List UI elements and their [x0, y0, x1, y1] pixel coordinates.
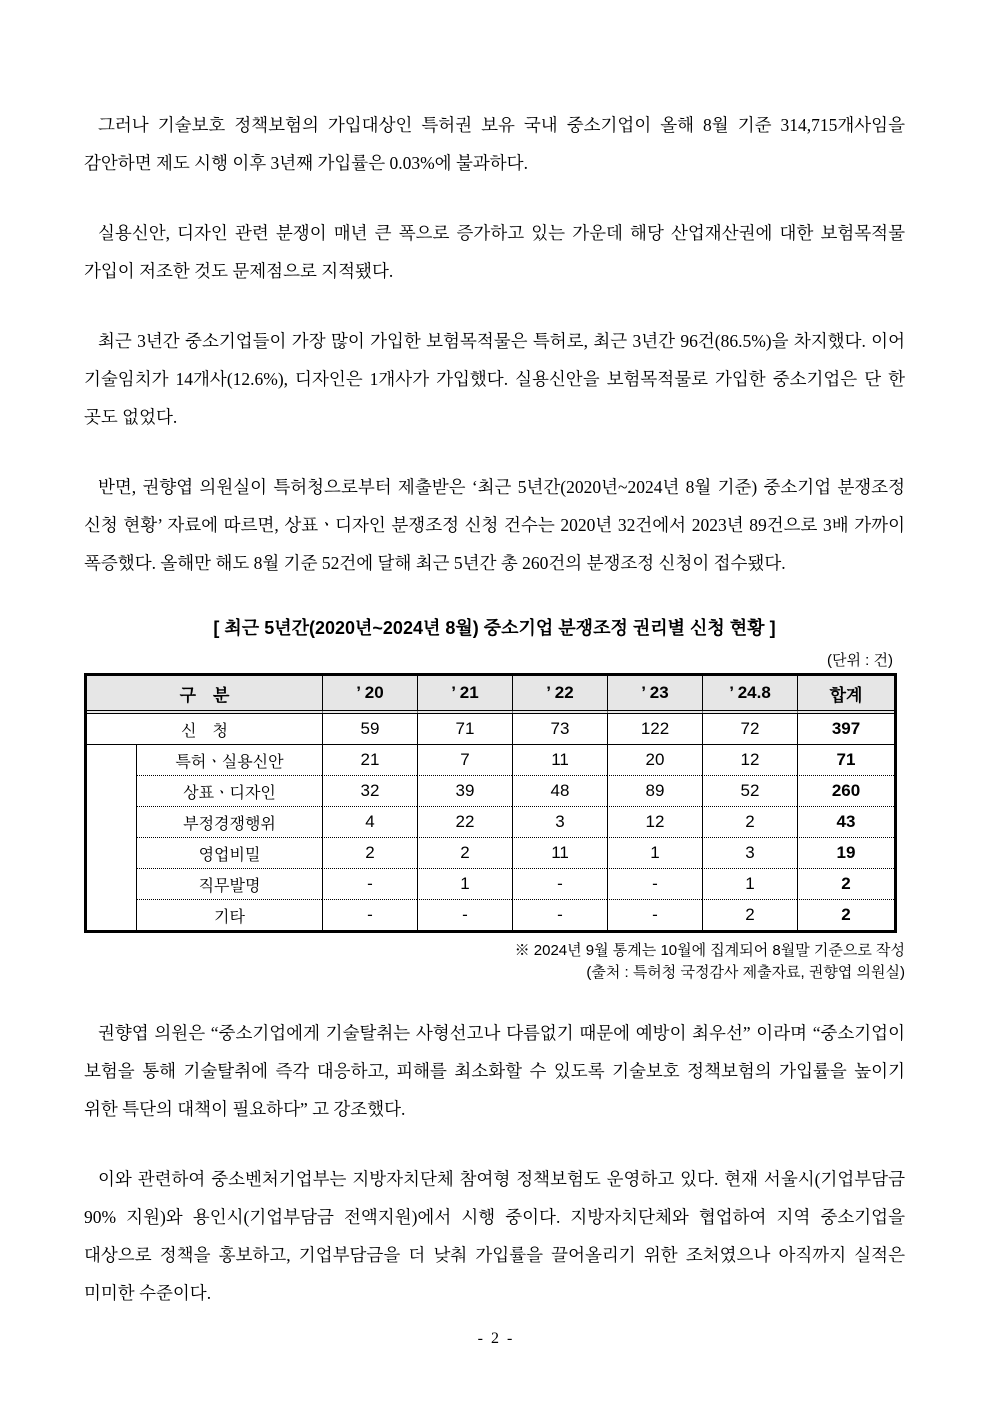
table-cell: 71: [417, 714, 512, 744]
table-cell: 11: [512, 837, 607, 868]
page-number: - 2 -: [477, 1330, 515, 1347]
table-row-employee-invention: [87, 868, 894, 899]
table-cell: 39: [417, 775, 512, 806]
table-source: (출처 : 특허청 국정감사 제출자료, 권향엽 의원실): [586, 964, 905, 981]
table-cell: 12: [702, 744, 797, 775]
table-row-apply: [87, 714, 894, 744]
table-row-label: 신 청: [181, 722, 228, 740]
body-paragraph-1: 그러나 기술보호 정책보험의 가입대상인 특허권 보유 국내 중소기업이 올해 8월 기준 314,715개사임을 감안하면 제도 시행 이후 3년째 가입률은 0.03%에 불과하다.: [84, 115, 905, 173]
table-cell: 32: [322, 775, 417, 806]
body-paragraph-2: 실용신안, 디자인 관련 분쟁이 매년 큰 폭으로 증가하고 있는 가운데 해당 산업재산권에 대한 보험목적물 가입이 저조한 것도 문제점으로 지적됐다.: [84, 223, 905, 281]
table-cell-total: 43: [797, 806, 894, 837]
table-cell: -: [322, 868, 417, 899]
table-cell: 3: [702, 837, 797, 868]
table-cell-total: 397: [797, 714, 894, 744]
table-cell-total: 2: [797, 868, 894, 899]
table-row-label: 영업비밀: [136, 837, 322, 868]
table-footnote: ※ 2024년 9월 통계는 10월에 집계되어 8월말 기준으로 작성: [514, 942, 905, 959]
table-cell: 73: [512, 714, 607, 744]
table-cell: 21: [322, 744, 417, 775]
table-cell: 1: [607, 837, 702, 868]
table-cell: -: [512, 899, 607, 930]
table-cell: 72: [702, 714, 797, 744]
body-paragraph-5: 권향엽 의원은 “중소기업에게 기술탈취는 사형선고나 다름없기 때문에 예방이 최우선” 이라며 “중소기업이 보험을 통해 기술탈취에 즉각 대응하고, 피해를 최소화할 수 있도록 기술보호 정책보험의 가입률을 높이기 위한 특단의 대책이 필요하다” 고 강조했다.: [84, 1023, 905, 1119]
table-row-label: 직무발명: [136, 868, 322, 899]
table-cell: 2: [702, 806, 797, 837]
table-row-label: 특허ㆍ실용신안: [136, 744, 322, 775]
table-cell-total: 19: [797, 837, 894, 868]
table-cell: 1: [417, 868, 512, 899]
body-paragraph-6: 이와 관련하여 중소벤처기업부는 지방자치단체 참여형 정책보험도 운영하고 있다. 현재 서울시(기업부담금 90% 지원)와 용인시(기업부담금 전액지원)에서 시행 중이다. 지방자치단체와 협업하여 지역 중소기업을 대상으로 정책을 홍보하고, 기업부담금을 더 낮춰 가입률을 끌어올리기 위한 조처였으나 아직까지 실적은 미미한 수준이다.: [84, 1169, 905, 1303]
table-cell: 2: [417, 837, 512, 868]
table-cell: 52: [702, 775, 797, 806]
table-cell: -: [512, 868, 607, 899]
table-header-y23: ’ 23: [607, 676, 702, 714]
table-cell: 122: [607, 714, 702, 744]
table-indent-cell: [87, 744, 136, 930]
table-header-y21: ’ 21: [417, 676, 512, 714]
table-cell: 20: [607, 744, 702, 775]
table-header-total: 합계: [797, 676, 894, 714]
table-row-etc: [87, 899, 894, 930]
table-header-category: 구 분: [87, 676, 322, 714]
table-row-label: 기타: [136, 899, 322, 930]
table-cell-total: 2: [797, 899, 894, 930]
table-cell: 1: [702, 868, 797, 899]
table-cell: -: [607, 899, 702, 930]
table-cell: 2: [322, 837, 417, 868]
body-paragraph-3: 최근 3년간 중소기업들이 가장 많이 가입한 보험목적물은 특허로, 최근 3년간 96건(86.5%)을 차지했다. 이어 기술임치가 14개사(12.6%), 디자인은 1개사가 가입했다. 실용신안을 보험목적물로 가입한 중소기업은 단 한 곳도 없었다.: [84, 331, 905, 427]
table-row-label: 상표ㆍ디자인: [136, 775, 322, 806]
table-cell: -: [417, 899, 512, 930]
table-cell-total: 71: [797, 744, 894, 775]
table-row-patent-utility: [87, 744, 894, 775]
table-header-y24-8: ’ 24.8: [702, 676, 797, 714]
table-title: [ 최근 5년간(2020년~2024년 8월) 중소기업 분쟁조정 권리별 신청 현황 ]: [213, 618, 776, 638]
table-cell: 48: [512, 775, 607, 806]
table-cell: 11: [512, 744, 607, 775]
table-row-trademark-design: [87, 775, 894, 806]
table-cell: 3: [512, 806, 607, 837]
table-cell: 7: [417, 744, 512, 775]
table-cell: -: [322, 899, 417, 930]
body-paragraph-4: 반면, 권향엽 의원실이 특허청으로부터 제출받은 ‘최근 5년간(2020년~2024년 8월 기준) 중소기업 분쟁조정 신청 현황’ 자료에 따르면, 상표ㆍ디자인 분쟁조정 신청 건수는 2020년 32건에서 2023년 89건으로 3배 가까이 폭증했다. 올해만 해도 8월 기준 52건에 달해 최근 5년간 총 260건의 분쟁조정 신청이 접수됐다.: [84, 477, 905, 573]
table-row-trade-secret: [87, 837, 894, 868]
table-header-y20: ’ 20: [322, 676, 417, 714]
table-row-label: 부정경쟁행위: [136, 806, 322, 837]
document-content: [84, 106, 905, 1344]
table-header-y22: ’ 22: [512, 676, 607, 714]
table-cell: 89: [607, 775, 702, 806]
table-cell: -: [607, 868, 702, 899]
dispute-mediation-table: [84, 673, 897, 933]
table-row-unfair-competition: [87, 806, 894, 837]
table-unit-label: (단위 : 건): [827, 652, 893, 669]
table-cell: 12: [607, 806, 702, 837]
table-cell-total: 260: [797, 775, 894, 806]
table-header-row: [87, 676, 894, 714]
table-cell: 2: [702, 899, 797, 930]
table-cell: 4: [322, 806, 417, 837]
table-cell: 59: [322, 714, 417, 744]
table-cell: 22: [417, 806, 512, 837]
